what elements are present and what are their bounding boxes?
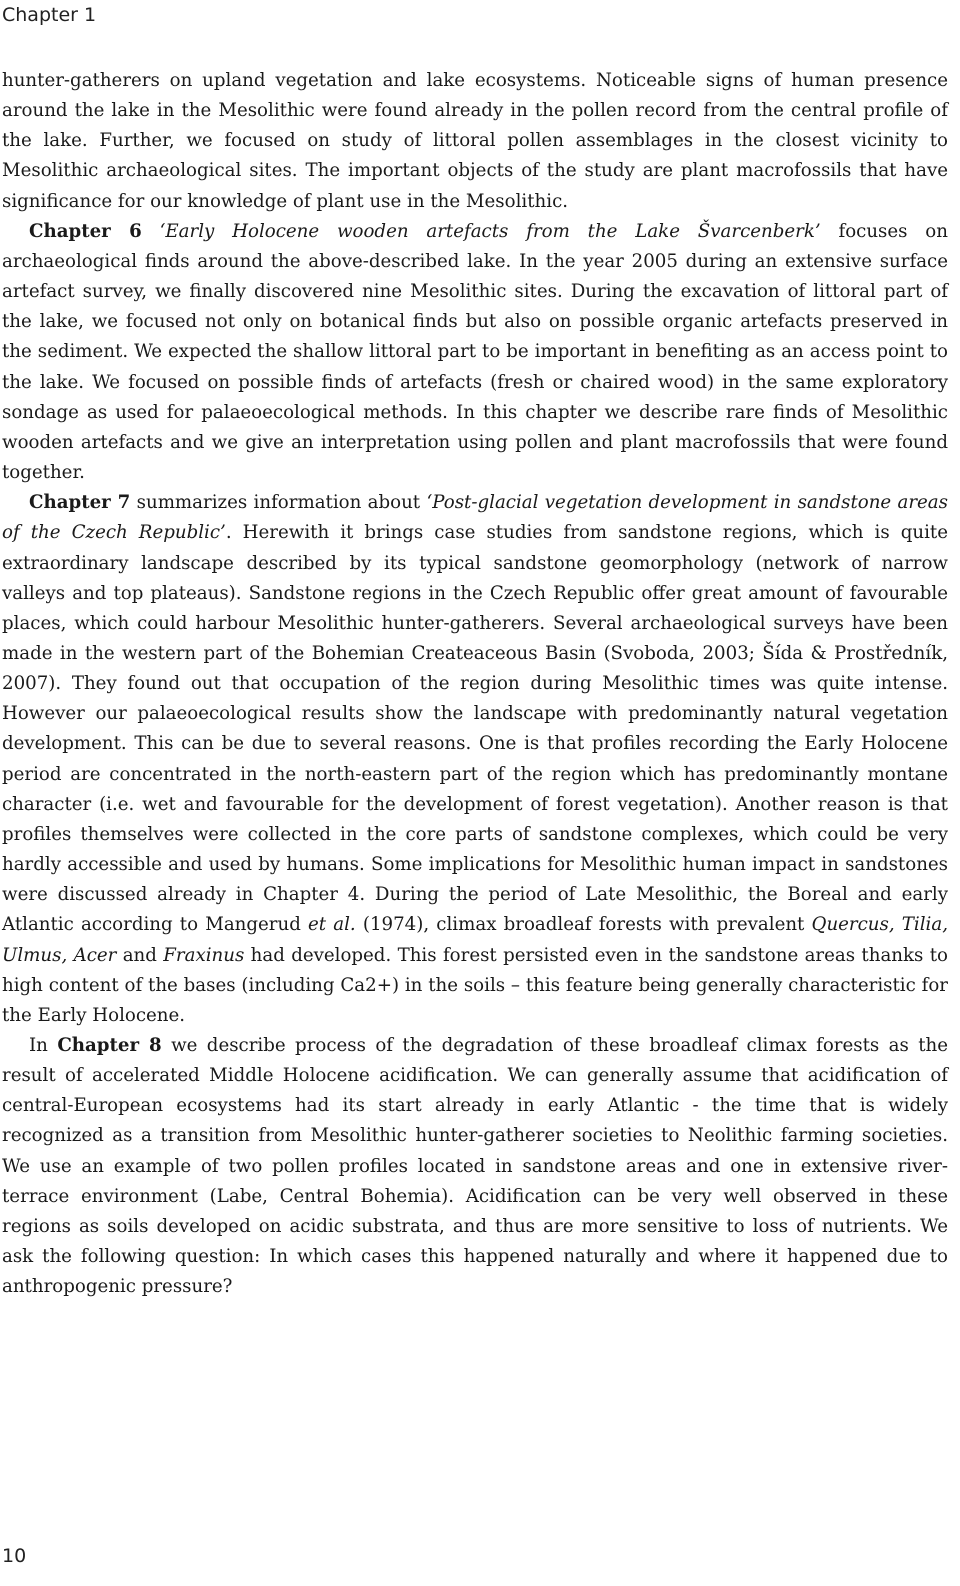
citation-et-al: et al.	[308, 914, 356, 936]
paragraph-1	[2, 66, 948, 217]
running-header: Chapter 1	[2, 4, 97, 26]
paragraph-chapter-6	[2, 217, 948, 488]
paragraph-chapter-8	[2, 1031, 948, 1302]
chapter-6-title: ‘Early Holocene wooden artefacts from the Lake Švarcenberk’	[159, 220, 821, 242]
paragraph-chapter-7-end: had developed. This forest persisted even in the sandstone areas thanks to high content of the bases (including Ca2+) in the soils – this feature being generally characteristic for the Early Holocene.	[2, 944, 948, 1026]
paragraph-chapter-7	[2, 488, 948, 1031]
chapter-6-label: Chapter 6	[29, 220, 142, 242]
taxa-list: Quercus, Tilia, Ulmus, Acer	[2, 914, 948, 966]
paragraph-chapter-7-intro: summarizes information about	[136, 492, 421, 514]
paragraph-chapter-7-body: . Herewith it brings case studies from sandstone regions, which is quite extraordinary landscape described by its typical sandstone geomorphology (network of narrow valleys and top plateaus). Sandstone regions in the Czech Republic offer great amount of favourable places, which could harbour Mesolithic hunter-gatherers. Several archaeological surveys have been made in the western part of the Bohemian Createaceous Basin (Svoboda, 2003; Šída & Prostředník, 2007). They found out that occupation of the region during Mesolithic times was quite intense. However our palaeoecological results show the landscape with predominantly natural vegetation development. This can be due to several reasons. One is that profiles recording the Early Holocene period are concentrated in the north-eastern part of the region which has predominantly montane character (i.e. wet and favourable for the development of forest vegetation). Another reason is that profiles themselves were collected in the core parts of sandstone complexes, which could be very hardly accessible and used by humans. Some implications for Mesolithic human impact in sandstones were discussed already in Chapter 4. During the period of Late Mesolithic, the Boreal and early Atlantic according to Mangerud	[2, 522, 948, 936]
taxon-fraxinus: Fraxinus	[163, 944, 245, 966]
page-number: 10	[2, 1545, 27, 1567]
paragraph-chapter-8-lead: In	[29, 1035, 48, 1056]
conjunction-and: and	[122, 944, 157, 966]
document-body	[2, 66, 948, 1302]
paragraph-chapter-6-text: focuses on archaeological finds around the above-described lake. In the year 2005 during an extensive surface artefact survey, we finally discovered nine Mesolithic sites. During the excavation of littoral part of the lake, we focused not only on botanical finds but also on possible organic artefacts preserved in the sediment. We expected the shallow littoral part to be important in benefiting as an access point to the lake. We focused on possible finds of artefacts (fresh or chaired wood) in the same exploratory sondage as used for palaeoecological methods. In this chapter we describe rare finds of Mesolithic wooden artefacts and we give an interpretation using pollen and plant macrofossils that were found together.	[2, 220, 948, 484]
paragraph-chapter-8-text: we describe process of the degradation of these broadleaf climax forests as the result of accelerated Middle Holocene acidification. We can generally assume that acidification of central-European ecosystems had its start already in early Atlantic - the time that is widely recognized as a transition from Mesolithic hunter-gatherer societies to Neolithic farming societies. We use an example of two pollen profiles located in sandstone areas and one in extensive river-terrace environment (Labe, Central Bohemia). Acidification can be very well observed in these regions as soils developed on acidic substrata, and thus are more sensitive to loss of nutrients. We ask the following question: In which cases this happened naturally and where it happened due to anthropogenic pressure?	[2, 1035, 948, 1298]
paragraph-1-text: hunter-gatherers on upland vegetation and lake ecosystems. Noticeable signs of human presence around the lake in the Mesolithic were found already in the pollen record from the central profile of the lake. Further, we focused on study of littoral pollen assemblages in the closest vicinity to Mesolithic archaeological sites. The important objects of the study are plant macrofossils that have significance for our knowledge of plant use in the Mesolithic.	[2, 70, 948, 212]
paragraph-chapter-7-citation: (1974), climax broadleaf forests with prevalent	[362, 914, 805, 936]
chapter-7-title: ‘Post-glacial vegetation development in sandstone areas of the Czech Republic’	[2, 492, 948, 544]
chapter-8-label: Chapter 8	[57, 1035, 162, 1056]
chapter-7-label: Chapter 7	[29, 492, 131, 514]
